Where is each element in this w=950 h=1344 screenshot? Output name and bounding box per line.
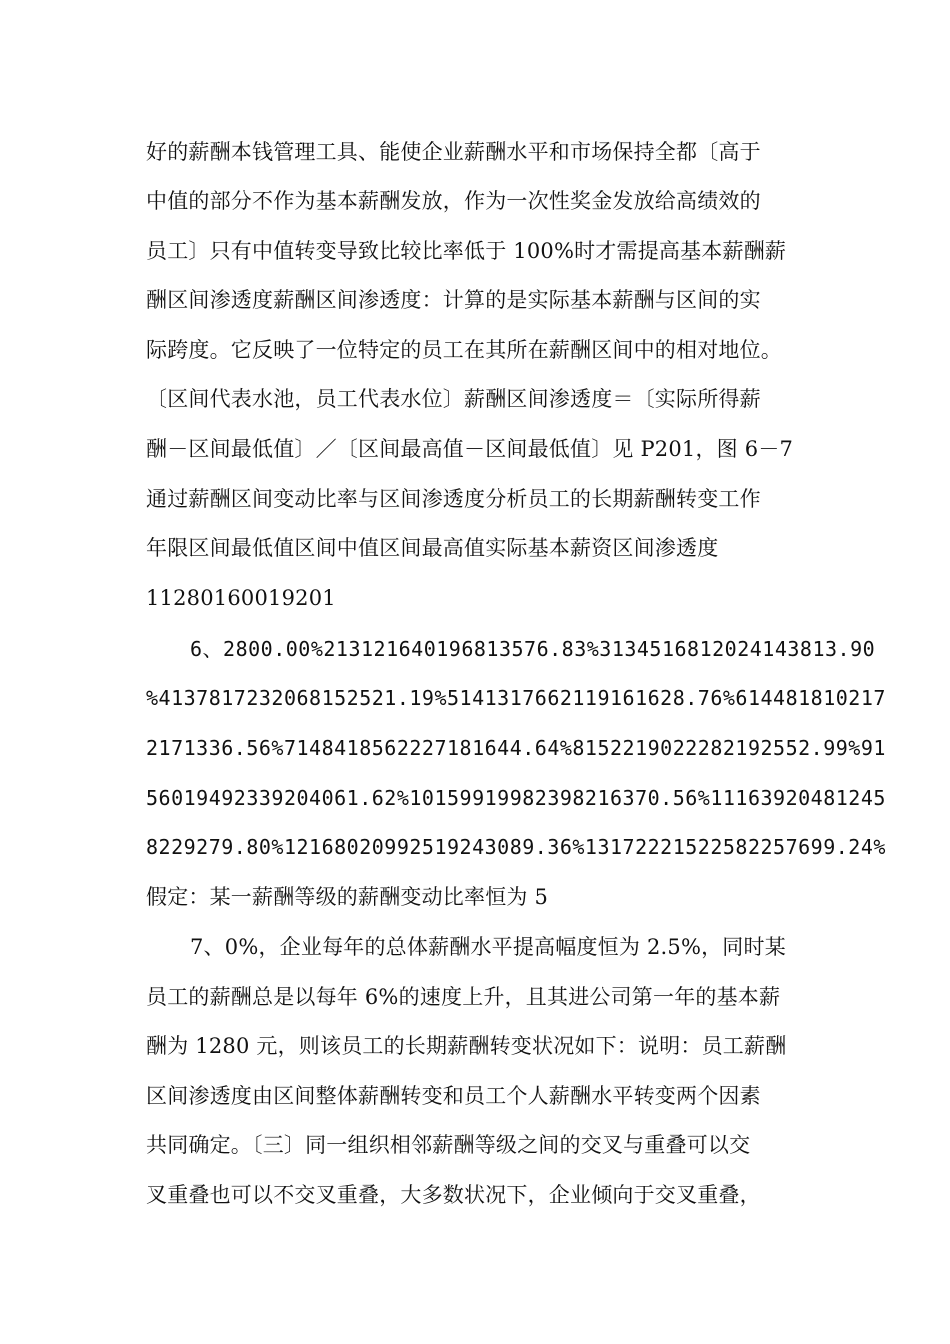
text-line-15: 8229279.80%12168020992519243089.36%13172221522582257699.24% bbox=[146, 835, 886, 859]
text-line-1: 好的薪酬本钱管理工具、能使企业薪酬水平和市场保持全都〔高于 bbox=[146, 140, 761, 164]
text-line-22: 叉重叠也可以不交叉重叠，大多数状况下，企业倾向于交叉重叠， bbox=[146, 1183, 761, 1207]
text-line-12: %4137817232068152521.19%5141317662119161628.76%614481810217 bbox=[146, 686, 886, 710]
text-line-17: 7、0%，企业每年的总体薪酬水平提高幅度恒为 2.5%，同时某 bbox=[190, 935, 786, 959]
text-line-6: 〔区间代表水池，员工代表水位〕薪酬区间渗透度＝〔实际所得薪 bbox=[146, 387, 761, 411]
text-line-19: 酬为 1280 元，则该员工的长期薪酬转变状况如下：说明：员工薪酬 bbox=[146, 1034, 787, 1058]
text-line-2: 中值的部分不作为基本薪酬发放，作为一次性奖金发放给高绩效的 bbox=[146, 189, 761, 213]
text-line-13: 2171336.56%7148418562227181644.64%8152219022282192552.99%91 bbox=[146, 736, 886, 760]
text-line-21: 共同确定。〔三〕同一组织相邻薪酬等级之间的交叉与重叠可以交 bbox=[146, 1133, 751, 1157]
text-line-10: 11280160019201 bbox=[146, 586, 336, 610]
text-line-16: 假定：某一薪酬等级的薪酬变动比率恒为 5 bbox=[146, 885, 549, 909]
text-line-11: 6、2800.00%213121640196813576.83%3134516812024143813.90 bbox=[190, 637, 876, 661]
text-line-3: 员工〕只有中值转变导致比较比率低于 100%时才需提高基本薪酬薪 bbox=[146, 239, 787, 263]
text-line-8: 通过薪酬区间变动比率与区间渗透度分析员工的长期薪酬转变工作 bbox=[146, 487, 761, 511]
text-line-5: 际跨度。它反映了一位特定的员工在其所在薪酬区间中的相对地位。 bbox=[146, 338, 782, 362]
text-line-9: 年限区间最低值区间中值区间最高值实际基本薪资区间渗透度 bbox=[146, 536, 719, 560]
text-line-4: 酬区间渗透度薪酬区间渗透度：计算的是实际基本薪酬与区间的实 bbox=[146, 288, 761, 312]
text-line-7: 酬－区间最低值〕／〔区间最高值－区间最低值〕见 P201，图 6－7 bbox=[146, 437, 794, 461]
text-line-20: 区间渗透度由区间整体薪酬转变和员工个人薪酬水平转变两个因素 bbox=[146, 1084, 761, 1108]
text-line-18: 员工的薪酬总是以每年 6%的速度上升，且其进公司第一年的基本薪 bbox=[146, 985, 781, 1009]
text-line-14: 56019492339204061.62%10159919982398216370.56%11163920481245 bbox=[146, 786, 886, 810]
